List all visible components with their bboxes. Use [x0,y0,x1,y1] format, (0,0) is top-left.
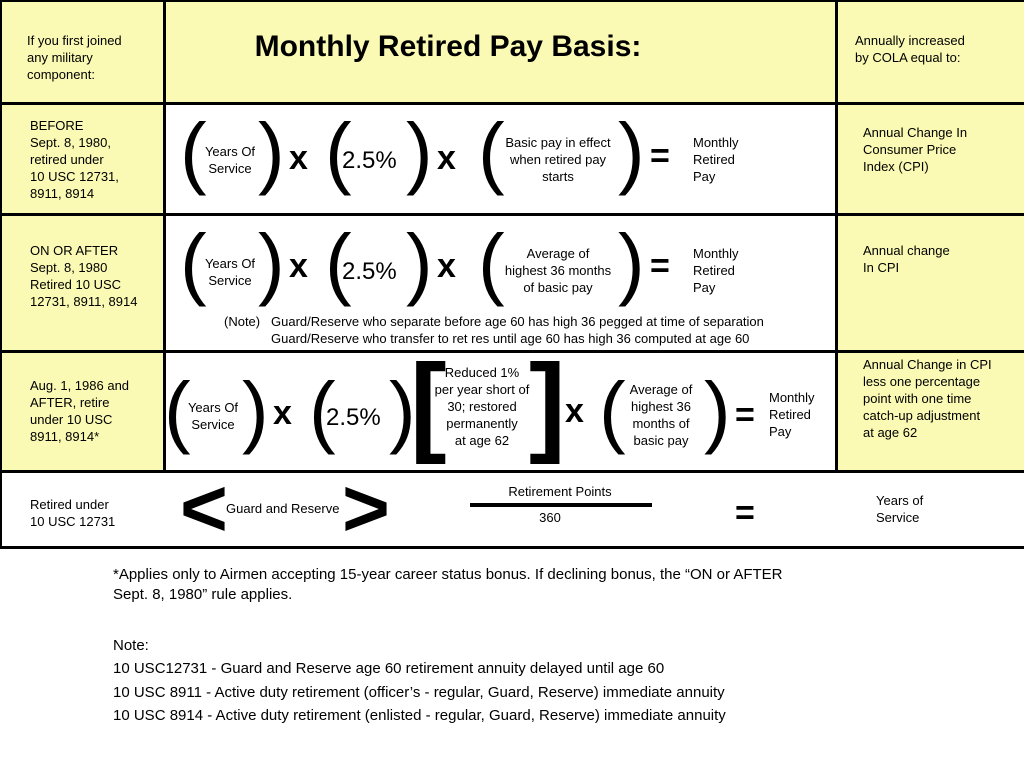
page-title: Monthly Retired Pay Basis: [254,30,642,63]
row3-cola: Annual Change in CPI less one percentage point with one time catch-up adjustment at age 62 [863,357,992,440]
row2-percentage: 2.5% [342,258,397,285]
grid-line [0,350,1024,353]
asterisk-footnote: *Applies only to Airmen accepting 15-year career status bonus. If declining bonus, the “ON or AFTER Sept. 8, 1980” rule applies. [113,566,783,603]
row1-basic-pay: Basic pay in effect when retired pay starts [505,135,611,184]
grid-line [0,102,1024,105]
fraction-bar [470,503,652,507]
right-bracket: ] [529,342,566,465]
row3-average-pay: Average of highest 36 months of basic pay [629,382,693,448]
right-paren: ) [242,366,269,455]
row1-percentage: 2.5% [342,147,397,174]
times-operator: x [437,139,456,177]
row2-note-line-2: Guard/Reserve who transfer to ret res until age 60 has high 36 computed at age 60 [271,331,750,346]
times-operator: x [289,247,308,285]
note-item: 10 USC12731 - Guard and Reserve age 60 retirement annuity delayed until age 60 [113,660,665,677]
grid-line [0,213,1024,216]
row2-years-of-service: Years Of Service [204,256,256,288]
row4-denominator: 360 [539,510,561,525]
note-item: 10 USC 8911 - Active duty retirement (officer’s - regular, Guard, Reserve) immediate annuity [113,684,725,701]
header-right-text: Annually increased by COLA equal to: [855,33,965,65]
row4-result: Years of Service [876,493,924,525]
left-paren: ( [164,366,191,455]
equals-operator: = [735,494,755,532]
grid-line [0,546,1024,549]
right-paren: ) [618,107,645,196]
left-bracket: [ [410,342,447,465]
row3-percentage: 2.5% [326,404,381,431]
times-operator: x [437,247,456,285]
row1-result: Monthly Retired Pay [693,135,739,184]
equals-operator: = [650,247,670,285]
right-paren: ) [258,107,285,196]
left-paren: ( [325,218,352,307]
row2-label: ON OR AFTER Sept. 8, 1980 Retired 10 USC 12731, 8911, 8914 [30,243,138,309]
grid-line [835,0,838,473]
row4-label: Retired under 10 USC 12731 [30,497,116,529]
row4-guard-and-reserve: Guard and Reserve [226,501,340,516]
right-paren: ) [389,366,416,455]
left-paren: ( [599,366,626,455]
grid-line [0,470,1024,473]
left-angle-bracket: < [180,463,228,554]
times-operator: x [273,394,292,432]
left-paren: ( [309,366,336,455]
notes-title: Note: [113,637,149,654]
grid-line [0,0,1024,2]
row2-cola-cell [837,215,1024,352]
note-item: 10 USC 8914 - Active duty retirement (enlisted - regular, Guard, Reserve) immediate annuity [113,707,726,724]
row3-result: Monthly Retired Pay [769,390,815,439]
times-operator: x [289,139,308,177]
equals-operator: = [735,396,755,434]
header-left-text: If you first joined any military component: [27,33,122,82]
left-paren: ( [180,218,207,307]
left-paren: ( [325,107,352,196]
left-paren: ( [180,107,207,196]
right-angle-bracket: > [342,463,390,554]
row1-years-of-service: Years Of Service [204,144,256,176]
grid-line [0,0,2,549]
right-paren: ) [704,366,731,455]
row2-cola: Annual change In CPI [863,243,950,275]
row2-average-pay: Average of highest 36 months of basic pay [504,246,612,295]
row2-note-line-1: Guard/Reserve who separate before age 60 has high 36 pegged at time of separation [271,314,764,329]
left-paren: ( [478,218,505,307]
times-operator: x [565,392,584,430]
row3-reduction-rule: Reduced 1% per year short of 30; restored permanently at age 62 [434,365,530,448]
row3-years-of-service: Years Of Service [187,400,239,432]
row2-result: Monthly Retired Pay [693,246,739,295]
row1-cola: Annual Change In Consumer Price Index (CPI) [863,125,968,174]
equals-operator: = [650,137,670,175]
row4-numerator: Retirement Points [508,484,612,499]
right-paren: ) [258,218,285,307]
right-paren: ) [406,107,433,196]
row2-note-prefix: (Note) [224,314,261,329]
right-paren: ) [406,218,433,307]
row1-label: BEFORE Sept. 8, 1980, retired under 10 USC 12731, 8911, 8914 [30,118,119,201]
left-paren: ( [478,107,505,196]
right-paren: ) [618,218,645,307]
row3-label: Aug. 1, 1986 and AFTER, retire under 10 USC 8911, 8914* [30,378,130,444]
